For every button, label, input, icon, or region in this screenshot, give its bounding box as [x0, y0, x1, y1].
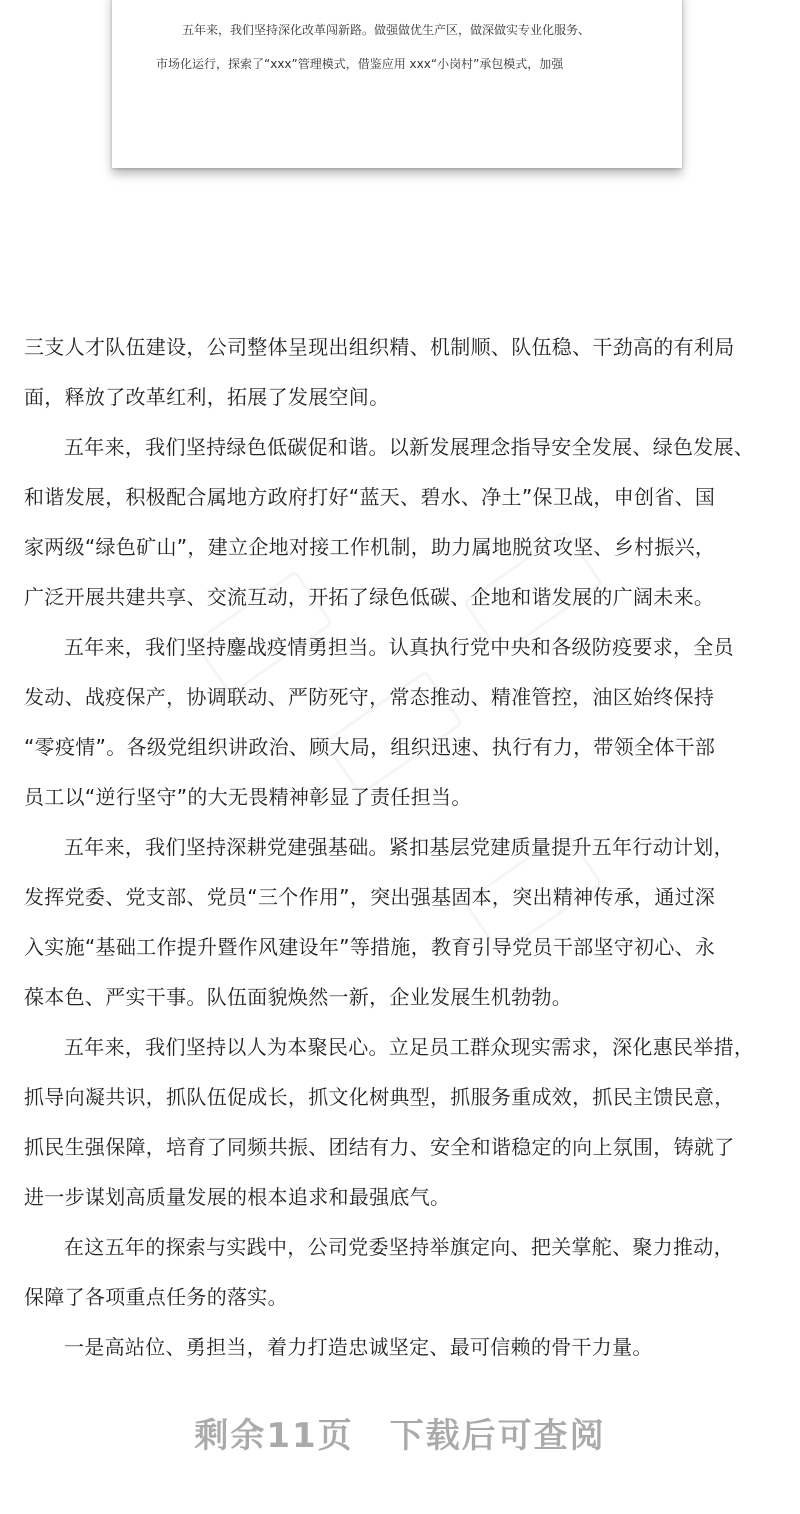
- body-line: 一是高站位、勇担当，着力打造忠诚坚定、最可信赖的骨干力量。: [64, 1335, 653, 1359]
- body-line: 入实施“基础工作提升暨作风建设年”等措施，教育引导党员干部坚守初心、永: [24, 935, 716, 959]
- page-preview-card: [112, 0, 682, 168]
- download-to-view-label: 下载后可查阅: [389, 1416, 606, 1456]
- body-line: 三支人才队伍建设，公司整体呈现出组织精、机制顺、队伍稳、干劲高的有利局: [24, 335, 735, 359]
- document-body: [24, 322, 800, 1372]
- preview-line: 市场化运行，探索了“xxx”管理模式，借鉴应用 xxx“小岗村”承包模式，加强: [156, 57, 564, 71]
- body-line: 五年来，我们坚持绿色低碳促和谐。以新发展理念指导安全发展、绿色发展、: [64, 435, 755, 459]
- body-line: 抓导向凝共识，抓队伍促成长，抓文化树典型，抓服务重成效，抓民主馈民意，: [24, 1085, 735, 1109]
- body-line: 在这五年的探索与实践中，公司党委坚持举旗定向、把关掌舵、聚力推动，: [64, 1235, 734, 1259]
- body-line: 发动、战疫保产，协调联动、严防死守，常态推动、精准管控，油区始终保持: [24, 685, 715, 709]
- body-line: 进一步谋划高质量发展的根本追求和最强底气。: [24, 1185, 451, 1209]
- download-prompt[interactable]: [0, 1412, 800, 1460]
- body-line: 五年来，我们坚持以人为本聚民心。立足员工群众现实需求，深化惠民举措，: [64, 1035, 755, 1059]
- body-line: 和谐发展，积极配合属地方政府打好“蓝天、碧水、净土”保卫战，申创省、国: [24, 485, 716, 509]
- body-line: 发挥党委、党支部、党员“三个作用”，突出强基固本，突出精神传承，通过深: [24, 885, 716, 909]
- body-line: “零疫情”。各级党组织讲政治、顾大局，组织迅速、执行有力，带领全体干部: [24, 735, 716, 759]
- body-line: 五年来，我们坚持鏖战疫情勇担当。认真执行党中央和各级防疫要求，全员: [64, 635, 734, 659]
- body-line: 抓民生强保障，培育了同频共振、团结有力、安全和谐稳定的向上氛围，铸就了: [24, 1135, 735, 1159]
- remaining-pages-label: 剩余11页: [194, 1416, 354, 1456]
- body-line: 保障了各项重点任务的落实。: [24, 1285, 288, 1309]
- body-line: 五年来，我们坚持深耕党建强基础。紧扣基层党建质量提升五年行动计划，: [64, 835, 734, 859]
- body-line: 葆本色、严实干事。队伍面貌焕然一新，企业发展生机勃勃。: [24, 985, 573, 1009]
- body-line: 面，释放了改革红利，拓展了发展空间。: [24, 385, 390, 409]
- body-line: 员工以“逆行坚守”的大无畏精神彰显了责任担当。: [24, 785, 472, 809]
- body-line: 家两级“绿色矿山”，建立企地对接工作机制，助力属地脱贫攻坚、乡村振兴，: [24, 535, 716, 559]
- body-line: 广泛开展共建共享、交流互动，开拓了绿色低碳、企地和谐发展的广阔未来。: [24, 585, 715, 609]
- preview-line: 五年来，我们坚持深化改革闯新路。做强做优生产区，做深做实专业化服务、: [182, 23, 591, 37]
